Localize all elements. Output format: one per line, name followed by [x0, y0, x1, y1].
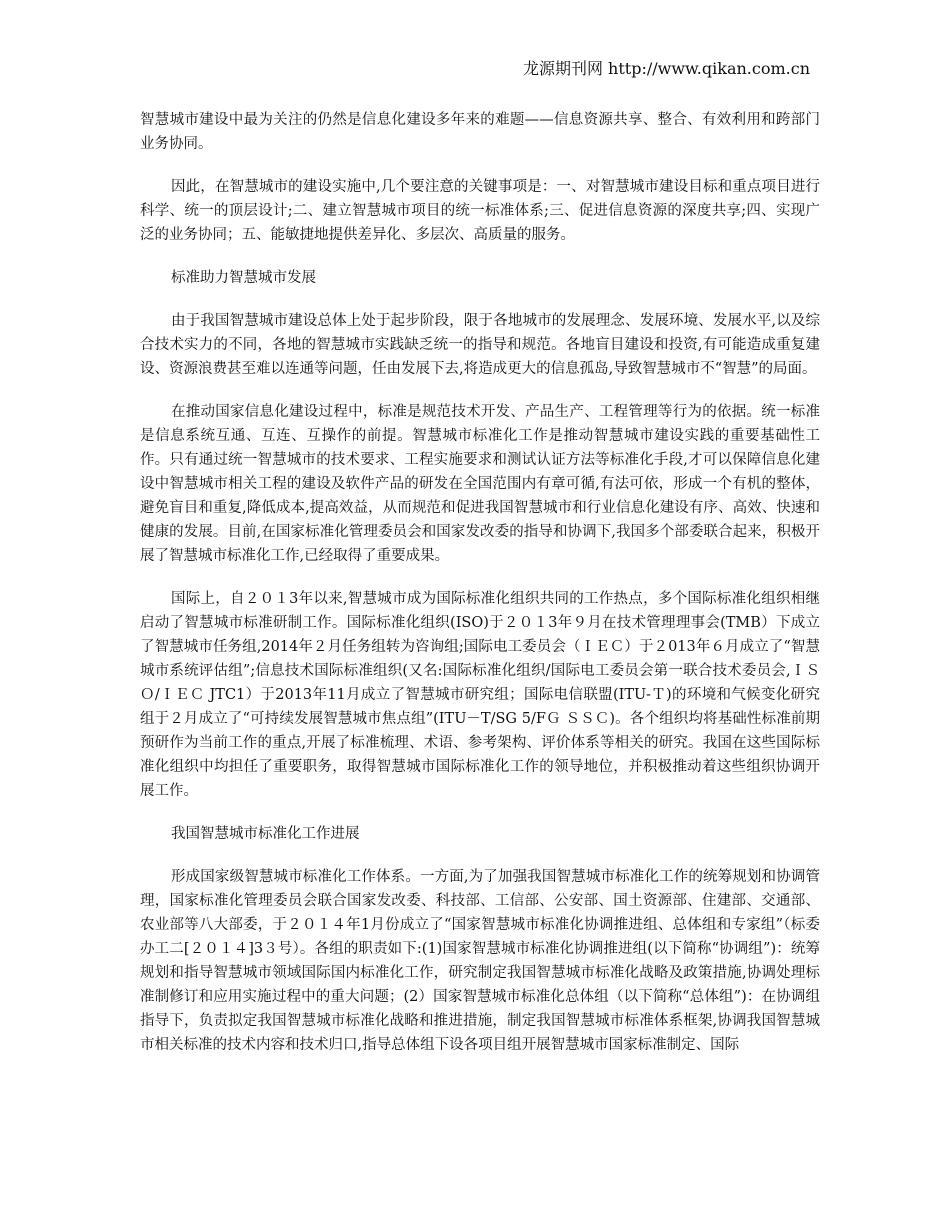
paragraph-background: 由于我国智慧城市建设总体上处于起步阶段，限于各地城市的发展理念、发展环境、发展水平,以及综合技术实力的不同，各地的智慧城市实践缺乏统一的指导和规范。各地盲目建设和投资,有可能造成重复建设、资源浪费甚至难以连通等问题，任由发展下去,将造成更大的信息孤岛,导致智慧城市不“智慧”的局面。 [140, 313, 820, 377]
paragraph-international: 国际上，自２０１3年以来,智慧城市成为国际标准化组织共同的工作热点，多个国际标准化组织相继启动了智慧城市标准研制工作。国际标准化组织(ISO)于２０１3年９月在技术管理理事会(TMB）下成立了智慧城市任务组,2014年２月任务组转为咨询组;国际电工委员会（ＩＥＣ）于２013年６月成立了“智慧城市系统评估组”;信息技术国际标准组织(又名:国际标准化组织/国际电工委员会第一联合技术委员会,ＩＳＯ/ＩＥＣ JTC1）于2013年11月成立了智慧城市研究组；国际电信联盟(ITU-Ｔ)的环境和气候变化研究组于２月成立了“可持续发展智慧城市焦点组”(ITU－T/SG 5/FＧ ＳＳＣ)。各个组织均将基础性标准前期预研作为当前工作的重点,开展了标准梳理、术语、参考架构、评价体系等相关的研究。我国在这些国际标准化组织中均担任了重要职务，取得智慧城市国际标准化工作的领导地位，并积极推动着这些组织协调开展工作。 [140, 591, 820, 799]
paragraph-standards-role: 在推动国家信息化建设过程中，标准是规范技术开发、产品生产、工程管理等行为的依据。统一标准是信息系统互通、互连、互操作的前提。智慧城市标准化工作是推动智慧城市建设实践的重要基础性工作。只有通过统一智慧城市的技术要求、工程实施要求和测试认证方法等标准化手段,才可以保障信息化建设中智慧城市相关工程的建设及软件产品的研发在全国范围内有章可循,有法可依，形成一个有机的整体，避免盲目和重复,降低成本,提高效益，从而规范和促进我国智慧城市和行业信息化建设有序、高效、快速和健康的发展。目前,在国家标准化管理委员会和国家发改委的指导和协调下,我国多个部委联合起来，积极开展了智慧城市标准化工作,已经取得了重要成果。 [140, 404, 820, 564]
section-heading-progress: 我国智慧城市标准化工作进展 [171, 826, 360, 842]
section-heading-standards: 标准助力智慧城市发展 [171, 270, 316, 286]
article-body [140, 108, 820, 1076]
paragraph-key-issues: 因此，在智慧城市的建设实施中,几个要注意的关键事项是：一、对智慧城市建设目标和重点项目进行科学、统一的顶层设计;二、建立智慧城市项目的统一标准体系;三、促进信息资源的深度共享;四、实现广泛的业务协同；五、能敏捷地提供差异化、多层次、高质量的服务。 [140, 179, 820, 243]
paragraph-intro: 智慧城市建设中最为关注的仍然是信息化建设多年来的难题——信息资源共享、整合、有效利用和跨部门业务协同。 [140, 112, 820, 152]
paragraph-national-system: 形成国家级智慧城市标准化工作体系。一方面,为了加强我国智慧城市标准化工作的统筹规划和协调管理，国家标准化管理委员会联合国家发改委、科技部、工信部、公安部、国土资源部、住建部、交通部、农业部等八大部委，于２０１４年1月份成立了“国家智慧城市标准化协调推进组、总体组和专家组”（标委办工二[２０１４]3３号）。各组的职责如下:(1)国家智慧城市标准化协调推进组(以下简称“协调组”)：统筹规划和指导智慧城市领域国际国内标准化工作，研究制定我国智慧城市标准化战略及政策措施,协调处理标准制修订和应用实施过程中的重大问题；(2）国家智慧城市标准化总体组（以下简称“总体组”)：在协调组指导下，负责拟定我国智慧城市标准化战略和推进措施，制定我国智慧城市标准体系框架,协调我国智慧城市相关标准的技术内容和技术归口,指导总体组下设各项目组开展智慧城市国家标准制定、国际 [140, 869, 820, 1053]
site-header: 龙源期刊网 http://www.qikan.com.cn [522, 59, 810, 78]
